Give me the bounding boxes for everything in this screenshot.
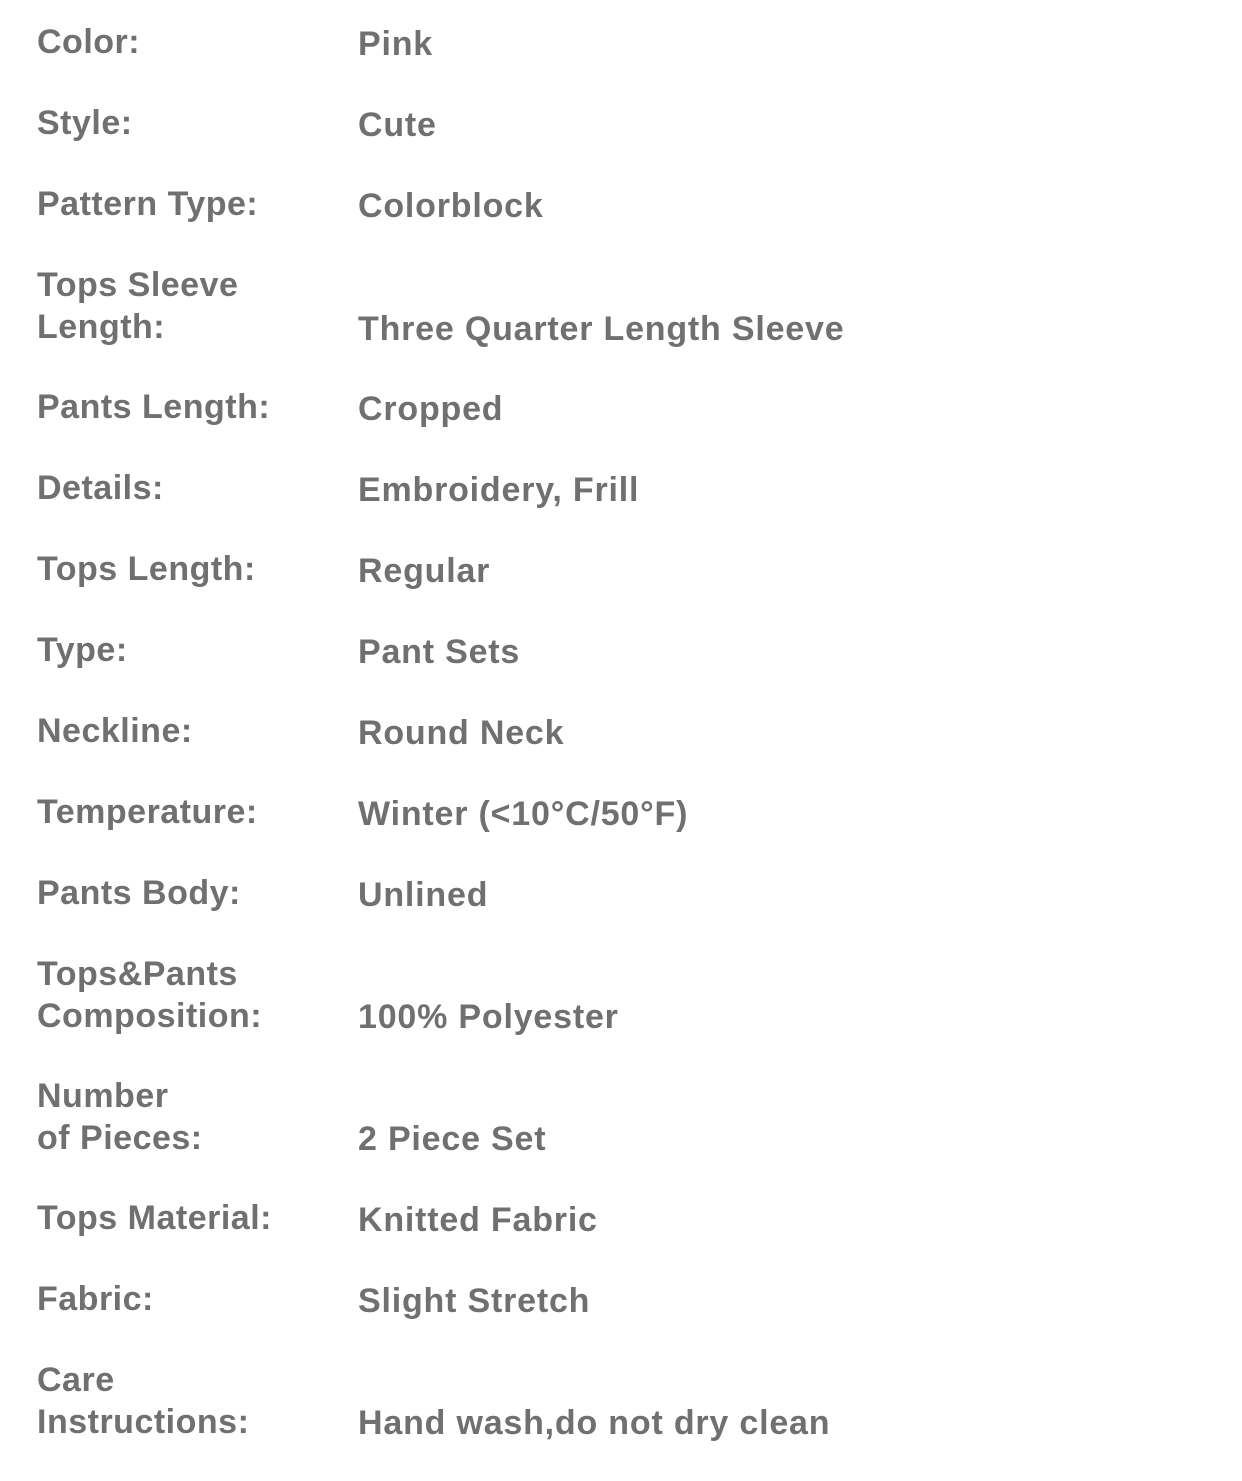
- spec-label: [37, 1075, 203, 1159]
- spec-label: [37, 183, 258, 225]
- spec-label: [37, 467, 164, 509]
- spec-value: Regular: [358, 552, 491, 590]
- spec-label: [37, 264, 238, 348]
- spec-label: [37, 872, 241, 914]
- spec-value: Three Quarter Length Sleeve: [358, 310, 845, 348]
- spec-label: [37, 102, 133, 144]
- spec-label-line: Tops&Pants: [37, 955, 238, 993]
- spec-value: 100% Polyester: [358, 998, 619, 1036]
- spec-label: [37, 1197, 272, 1239]
- spec-label-line: Tops Material:: [37, 1199, 272, 1237]
- spec-label-line: Care: [37, 1361, 115, 1399]
- spec-value: 2 Piece Set: [358, 1120, 547, 1158]
- spec-label-line: Pattern Type:: [37, 185, 259, 223]
- spec-label: [37, 21, 140, 63]
- spec-value: Cropped: [358, 390, 504, 428]
- spec-label-line: of Pieces:: [37, 1119, 203, 1157]
- spec-label: [37, 953, 262, 1037]
- spec-label-line: Fabric:: [37, 1280, 154, 1318]
- spec-label-line: Instructions:: [37, 1403, 250, 1441]
- spec-label-line: Pants Body:: [37, 874, 241, 912]
- spec-value: Embroidery, Frill: [358, 471, 640, 509]
- spec-label-line: Tops Length:: [37, 550, 256, 588]
- spec-value: Colorblock: [358, 187, 544, 225]
- spec-value: Cute: [358, 106, 437, 144]
- spec-value: Slight Stretch: [358, 1282, 591, 1320]
- spec-label-line: Temperature:: [37, 793, 258, 831]
- spec-label-line: Style:: [37, 104, 133, 142]
- spec-label: [37, 791, 258, 833]
- spec-label: [37, 710, 193, 752]
- spec-value: Winter (<10°C/50°F): [358, 795, 689, 833]
- spec-label-line: Pants Length:: [37, 388, 271, 426]
- spec-value: Hand wash,do not dry clean: [358, 1404, 831, 1442]
- spec-label: [37, 548, 256, 590]
- spec-label-line: Length:: [37, 308, 166, 346]
- spec-label-line: Details:: [37, 469, 164, 507]
- spec-value: Pink: [358, 25, 434, 63]
- spec-label: [37, 386, 270, 428]
- spec-label: [37, 629, 128, 671]
- spec-label: [37, 1359, 249, 1443]
- spec-label-line: Neckline:: [37, 712, 193, 750]
- spec-label: [37, 1278, 154, 1320]
- spec-label-line: Composition:: [37, 997, 263, 1035]
- spec-label-line: Type:: [37, 631, 128, 669]
- spec-value: Pant Sets: [358, 633, 521, 671]
- spec-value: Round Neck: [358, 714, 565, 752]
- spec-label-line: Color:: [37, 23, 141, 61]
- spec-label-line: Tops Sleeve: [37, 266, 239, 304]
- spec-value: Unlined: [358, 876, 489, 914]
- spec-value: Knitted Fabric: [358, 1201, 598, 1239]
- spec-label-line: Number: [37, 1077, 169, 1115]
